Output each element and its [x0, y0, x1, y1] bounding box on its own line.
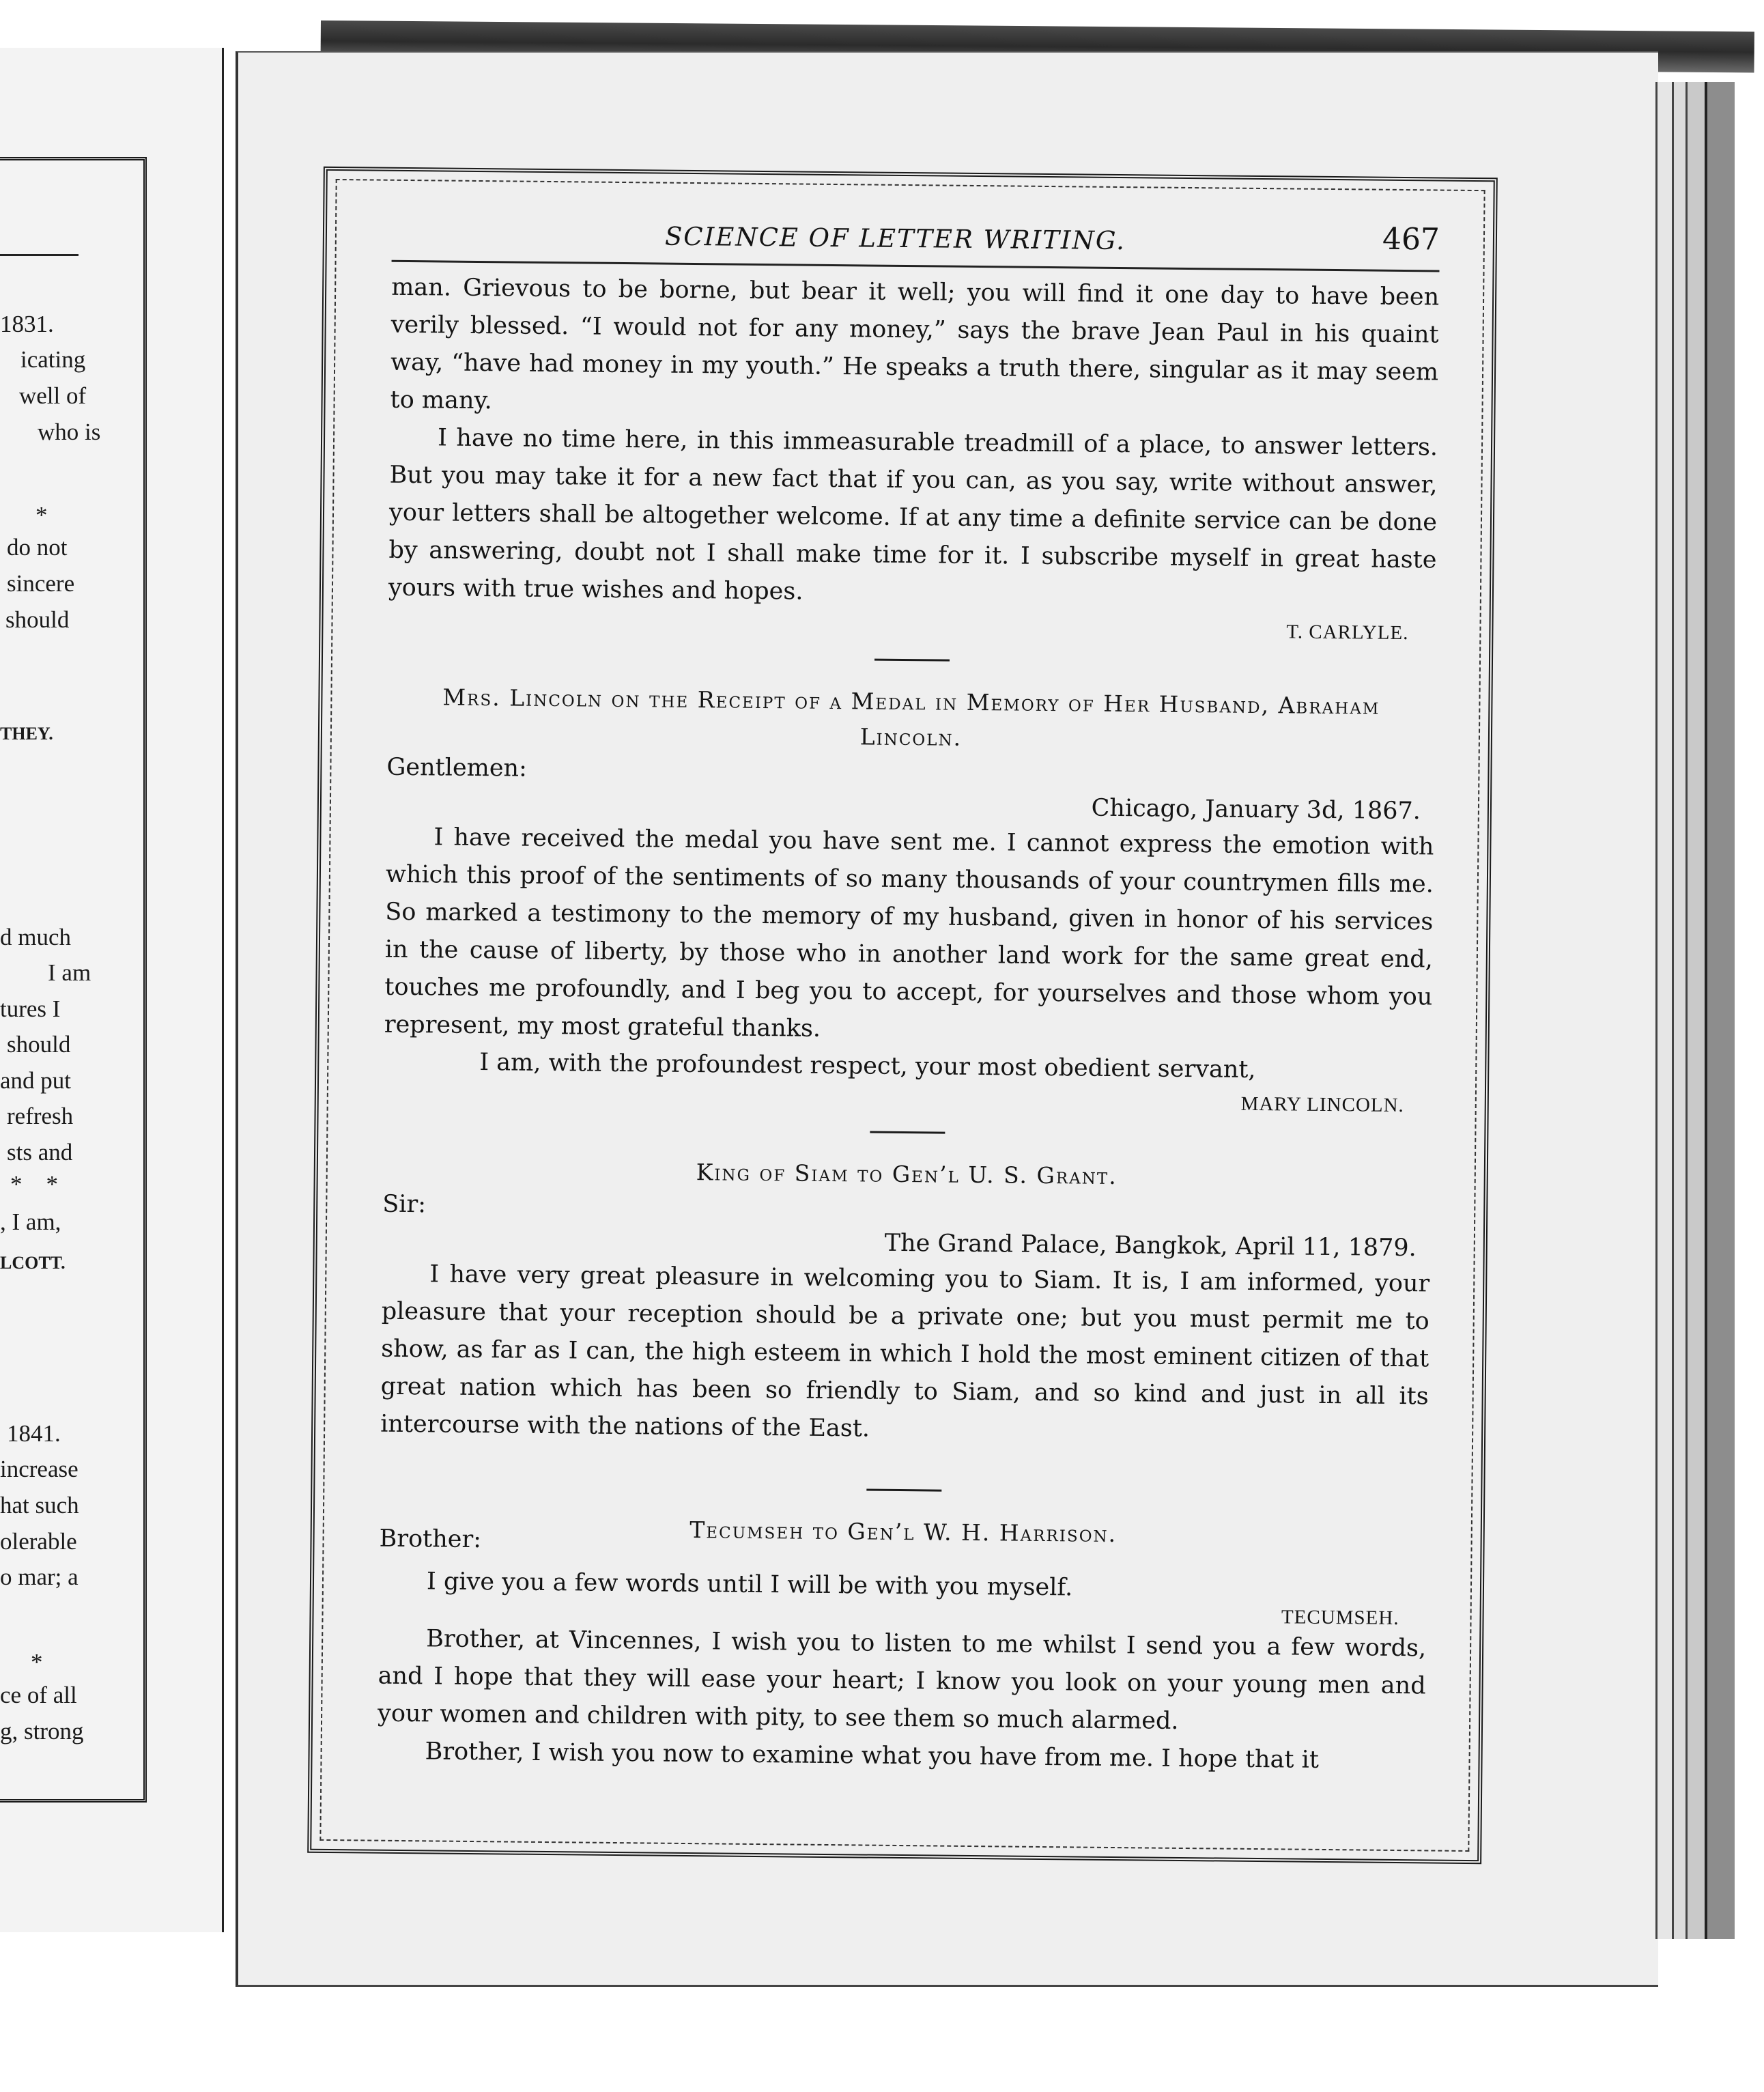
facing-page-line: o mar; a: [0, 1564, 79, 1590]
facing-page-line: 1841.: [7, 1420, 61, 1447]
facing-page-line: who is: [38, 419, 101, 445]
facing-page-line: and put: [0, 1067, 72, 1094]
facing-page-line: olerable: [0, 1528, 77, 1555]
facing-page-line: sts and: [7, 1139, 73, 1165]
facing-page-line: * *: [10, 1171, 58, 1198]
facing-page-line: well of: [19, 382, 87, 409]
facing-page-line: ce of all: [0, 1682, 77, 1708]
siam-letter: [380, 1152, 1431, 1454]
facing-page-line: tures I: [0, 995, 61, 1022]
letter-salutation: Gentlemen:: [386, 753, 528, 782]
letter-paragraph: man. Grievous to be borne, but bear it well; you will find it one day to have been verily blessed. “I would not for any money,” says the brave Jean Paul in his quaint way, “have had money in my youth.” He speaks a truth there, singular as it may seem to many.: [390, 273, 1440, 415]
letter-title-row: [379, 1510, 1427, 1561]
facing-page-line: refresh: [7, 1103, 74, 1129]
facing-page-line: icating: [20, 346, 86, 373]
letter-salutation: Brother:: [379, 1525, 482, 1554]
letter-paragraph: Brother, I wish you now to examine what you have from me. I hope that it: [425, 1738, 1320, 1774]
lincoln-letter: [384, 679, 1436, 1118]
letter-paragraph: Brother, at Vincennes, I wish you to listen to me whilst I send you a few words, and I hope that they will ease your heart; I know you look on your young men and your women and children with pity, to see them so much alarmed.: [377, 1625, 1427, 1735]
facing-page-line: increase: [0, 1456, 79, 1482]
page-content: [377, 212, 1440, 1781]
letter-dateline: Chicago, January 3d, 1867.: [1091, 794, 1421, 825]
facing-page-signature: LCOTT.: [0, 1253, 66, 1273]
carlyle-letter: [388, 269, 1439, 645]
section-divider: [866, 1489, 941, 1492]
facing-page-line: should: [5, 606, 70, 633]
running-header: [392, 212, 1440, 272]
facing-page-line: g, strong: [0, 1718, 84, 1744]
letter-signature: TECUMSEH.: [1281, 1606, 1399, 1630]
page-number: 467: [1382, 221, 1440, 257]
facing-page: [0, 48, 224, 1932]
section-divider: [870, 1131, 945, 1134]
letter-signature: T. CARLYLE.: [1286, 621, 1409, 645]
letter-paragraph: I have received the medal you have sent me. I cannot express the emotion with which this proof of the sentiments of so many thousands of your countrymen fills me. So marked a testimony to the memory of my husband, given in honor of his services in the cause of liberty, by those who in another land work for the same great end, touches me profoundly, and I beg you to accept, for yourselves and those whom you represent, my most grateful thanks.: [384, 823, 1434, 1043]
book-cover-edge: [1705, 82, 1735, 1939]
letter-title: King of Siam to Gen’l U. S. Grant.: [696, 1159, 1118, 1190]
letter-salutation: Sir:: [382, 1190, 427, 1219]
facing-page-line: d much: [0, 924, 72, 950]
facing-page-line: do not: [7, 534, 68, 561]
page-edge: [1685, 82, 1707, 1939]
facing-page-line: sincere: [7, 570, 75, 597]
facing-page-rule: [0, 254, 79, 256]
section-divider: [874, 659, 949, 662]
letter-signature: MARY LINCOLN.: [1240, 1092, 1404, 1117]
facing-page-line: *: [35, 502, 48, 528]
facing-page-signature: THEY.: [0, 724, 53, 744]
letter-closing: I am, with the profoundest respect, your most obedient servant,: [479, 1049, 1256, 1084]
facing-page-line: , I am,: [0, 1208, 61, 1235]
page-border-frame: [307, 167, 1498, 1864]
letter-dateline: The Grand Palace, Bangkok, April 11, 1879.: [884, 1229, 1417, 1262]
letter-title: Tecumseh to Gen’l W. H. Harrison.: [689, 1516, 1118, 1548]
letter-paragraph: I have very great pleasure in welcoming you to Siam. It is, I am informed, your pleasure that your reception should be a private one; but you must permit me to show, as far as I can, the high esteem in which I hold the most eminent citizen of that great nation which has been so friendly to Siam, and so kind and just in all its intercourse with the nations of the East.: [380, 1260, 1430, 1443]
letter-paragraph: I give you a few words until I will be with you myself.: [426, 1568, 1073, 1602]
facing-page-line: 1831.: [0, 311, 54, 337]
facing-page-line: I am: [48, 959, 91, 986]
tecumseh-letter: [377, 1510, 1427, 1781]
facing-page-line: *: [31, 1649, 43, 1676]
running-title: SCIENCE OF LETTER WRITING.: [664, 221, 1126, 256]
facing-page-line: hat such: [0, 1492, 79, 1518]
page-edge: [1655, 82, 1674, 1939]
letter-title: Mrs. Lincoln on the Receipt of a Medal in Memory of Her Husband, Abraham Lincoln.: [442, 683, 1380, 751]
letter-paragraph: I have no time here, in this immeasurable treadmill of a place, to answer letters. But you may take it for a new fact that if you can, as you say, write without answer, your letters shall be altogether welcome. If at any time a definite service can be done by answering, doubt not I shall make time for it. I subscribe myself in great haste yours with true wishes and hopes.: [388, 424, 1438, 606]
facing-page-line: should: [7, 1031, 71, 1058]
